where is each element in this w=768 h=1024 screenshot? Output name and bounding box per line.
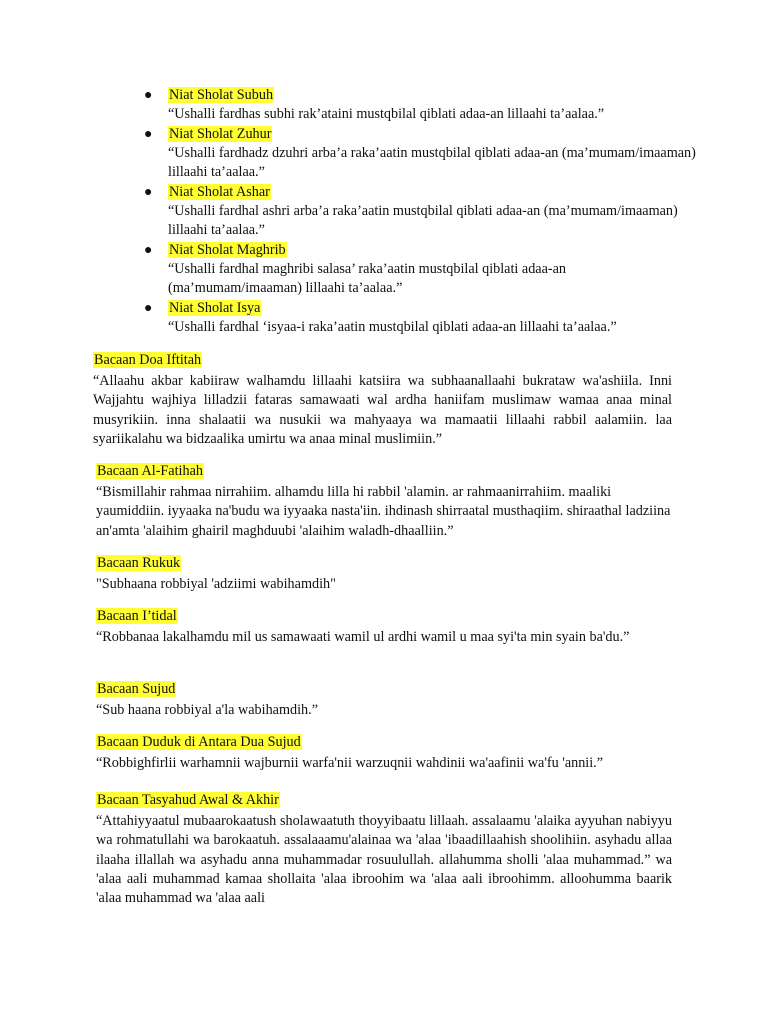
niat-item	[140, 125, 700, 182]
section-fatihah	[96, 462, 672, 541]
section-heading: Bacaan Duduk di Antara Dua Sujud	[97, 734, 301, 750]
section-heading: Bacaan Al-Fatihah	[97, 463, 203, 479]
section-heading: Bacaan Sujud	[97, 681, 176, 697]
section-heading: Bacaan Tasyahud Awal & Akhir	[97, 792, 279, 808]
section-heading: Bacaan Rukuk	[97, 555, 181, 571]
niat-list	[140, 86, 700, 338]
niat-item	[140, 183, 700, 240]
section-tasyahud	[96, 791, 672, 908]
section-text: “Allaahu akbar kabiiraw walhamdu lillaahi katsiira wa subhaanallaahi bukrataw wa'ashiila. Inni Wajjahtu wajhiya lilladzii fataras samawaati wal ardha haniifam muslimaw wamaa anaa minal musyrikiin. inna shalaatii wa nusukii wa mahyaaya wa mamaatii lillaahi rabbil aalamiin. laa syariikalahu wa bidzaalika umirtu wa anaa minal muslimiin.”	[93, 373, 672, 447]
niat-item	[140, 241, 700, 298]
niat-title: Niat Sholat Isya	[169, 300, 261, 316]
section-iftitah	[93, 351, 672, 449]
niat-title: Niat Sholat Ashar	[169, 184, 270, 200]
section-rukuk	[96, 554, 675, 594]
section-text: “Sub haana robbiyal a'la wabihamdih.”	[96, 702, 318, 718]
niat-text: “Ushalli fardhal ‘isyaa-i raka’aatin mustqbilal qiblati adaa-an lillaahi ta’aalaa.”	[168, 319, 617, 335]
section-heading: Bacaan Doa Iftitah	[94, 352, 202, 368]
section-text: “Robbanaa lakalhamdu mil us samawaati wamil ul ardhi wamil u maa syi'ta min syain ba'du.”	[96, 629, 630, 645]
section-text: “Robbighfirlii warhamnii wajburnii warfa'nii warzuqnii wahdinii wa'aafinii wa'fu 'annii.”	[96, 755, 604, 771]
niat-item	[140, 299, 700, 337]
section-text: “Bismillahir rahmaa nirrahiim. alhamdu lilla hi rabbil 'alamin. ar rahmaanirrahiim. maaliki yaumiddiin. iyyaaka na'budu wa iyyaaka nasta'iin. ihdinash shirraatal musthaqiim. shiraathal ladziina an'amta 'alaihim ghairil maghduubi 'alaihim waladh-dhaalliin.”	[96, 484, 671, 539]
section-text: “Attahiyyaatul mubaarokaatush sholawaatuth thoyyibaatu lillaah. assalaamu 'alaika ayyuhan nabiyyu wa rohmatullahi wa barokaatuh. assalaaamu'alainaa wa 'alaa 'ibaadillaahish shoolihiin. asyhadu allaa ilaaha illallah wa asyhadu anna muhammadar rosuulullah. allahumma sholli 'alaa muhammad.” wa 'alaa aali muhammad kamaa shollaita 'alaa ibroohim wa 'alaa aali ibroohimm. alloohumma baarik 'alaa muhammad wa 'alaa aali	[96, 813, 672, 907]
bullet-icon: ●	[144, 185, 153, 200]
niat-title: Niat Sholat Maghrib	[169, 242, 286, 258]
niat-text: “Ushalli fardhal ashri arba’a raka’aatin mustqbilal qiblati adaa-an (ma’mumam/imaaman) lillaahi ta’aalaa.”	[168, 203, 678, 238]
section-sujud	[96, 680, 675, 720]
section-itidal	[96, 607, 656, 647]
bullet-icon: ●	[144, 301, 153, 316]
niat-text: “Ushalli fardhadz dzuhri arba’a raka’aatin mustqbilal qiblati adaa-an (ma’mumam/imaaman) lillaahi ta’aalaa.”	[168, 145, 696, 180]
bullet-icon: ●	[144, 243, 153, 258]
bullet-icon: ●	[144, 88, 153, 103]
section-text: "Subhaana robbiyal 'adziimi wabihamdih"	[96, 576, 336, 592]
niat-item	[140, 86, 700, 124]
niat-text: “Ushalli fardhas subhi rak’ataini mustqbilal qiblati adaa-an lillaahi ta’aalaa.”	[168, 106, 605, 122]
bullet-icon: ●	[144, 127, 153, 142]
niat-title: Niat Sholat Subuh	[169, 87, 274, 103]
niat-text: “Ushalli fardhal maghribi salasa’ raka’aatin mustqbilal qiblati adaa-an (ma’mumam/imaaman) lillaahi ta’aalaa.”	[168, 261, 567, 296]
section-heading: Bacaan I’tidal	[97, 608, 177, 624]
section-duduk	[96, 733, 675, 773]
niat-title: Niat Sholat Zuhur	[169, 126, 272, 142]
